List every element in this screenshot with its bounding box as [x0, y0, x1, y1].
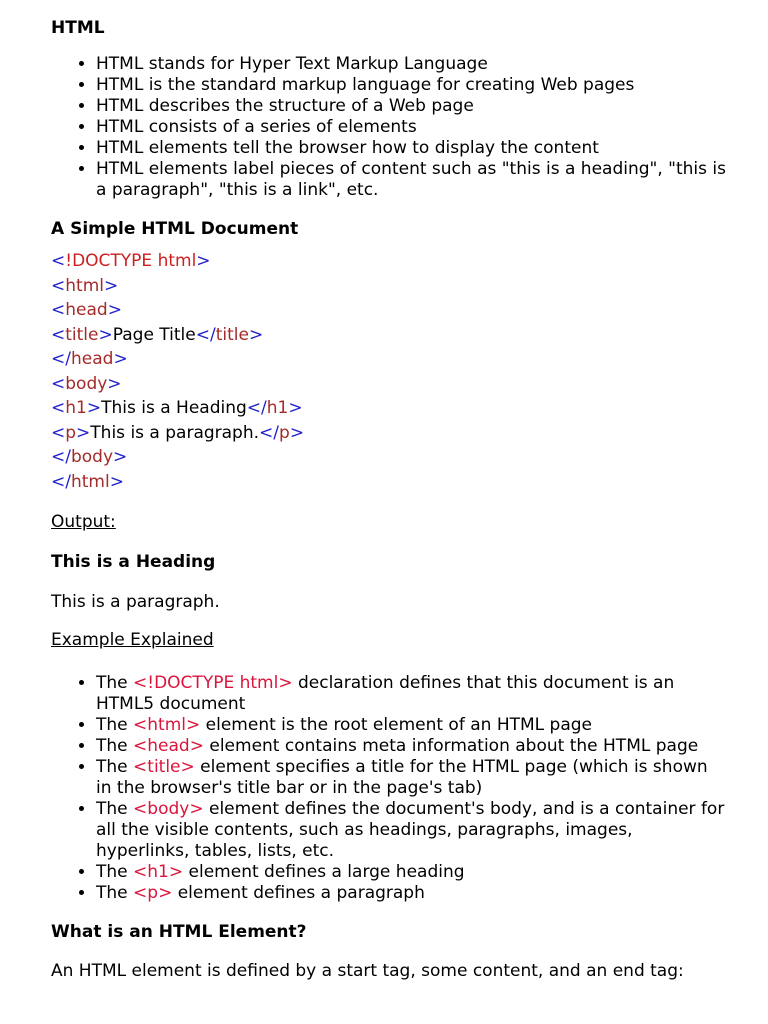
- example-explained-label: Example Explained: [51, 630, 214, 650]
- heading-simple-document: A Simple HTML Document: [51, 219, 299, 239]
- heading-html: HTML: [51, 18, 105, 38]
- list-item: • HTML elements tell the browser how to display the content: [96, 138, 728, 159]
- list-item: • The <title> element specifies a title for the HTML page (which is shown in the browser's title bar or in the page's tab): [96, 757, 728, 799]
- list-item: • The <body> element defines the document's body, and is a container for all the visible contents, such as headings, paragraphs, images, hyperlinks, tables, lists, etc.: [96, 799, 728, 862]
- code-example: [51, 249, 728, 494]
- tag-head: <head>: [133, 736, 204, 756]
- list-item: • HTML stands for Hyper Text Markup Language: [96, 54, 728, 75]
- intro-list: [51, 54, 728, 201]
- code-line-title: <title>Page Title</title>: [51, 324, 264, 345]
- list-item: • The <head> element contains meta information about the HTML page: [96, 736, 728, 757]
- list-item: • HTML is the standard markup language for creating Web pages: [96, 75, 728, 96]
- tag-p: <p>: [133, 883, 173, 903]
- tag-h1: <h1>: [133, 862, 184, 882]
- list-item: • HTML describes the structure of a Web page: [96, 96, 728, 117]
- heading-what-is-element: What is an HTML Element?: [51, 922, 307, 942]
- list-item: • The <html> element is the root element of an HTML page: [96, 715, 728, 736]
- code-line-body-close: </body>: [51, 447, 128, 467]
- code-line-h1: <h1>This is a Heading</h1>: [51, 398, 303, 418]
- code-line-head-close: </head>: [51, 349, 128, 369]
- list-item: • HTML elements label pieces of content such as "this is a heading", "this is a paragraph", "this is a link", etc.: [96, 159, 728, 201]
- output-paragraph: This is a paragraph.: [51, 592, 220, 612]
- code-line-doctype: <!DOCTYPE html>: [51, 251, 211, 271]
- list-item: • HTML consists of a series of elements: [96, 117, 728, 138]
- list-item: • The <h1> element defines a large heading: [96, 862, 728, 883]
- output-label: Output:: [51, 512, 116, 532]
- code-line-body-open: <body>: [51, 373, 122, 394]
- output-heading: This is a Heading: [51, 552, 216, 572]
- code-line-html-close: </html>: [51, 471, 124, 492]
- explained-list: [51, 673, 728, 904]
- code-line-p: <p>This is a paragraph.</p>: [51, 422, 305, 443]
- tag-doctype: <!DOCTYPE html>: [133, 673, 293, 693]
- list-item: • The <p> element defines a paragraph: [96, 883, 728, 904]
- tag-title: <title>: [133, 757, 195, 777]
- tag-body: <body>: [133, 799, 204, 819]
- element-definition: An HTML element is defined by a start tag, some content, and an end tag:: [51, 961, 684, 981]
- list-item: • The <!DOCTYPE html> declaration defines that this document is an HTML5 document: [96, 673, 728, 715]
- code-line-html-open: <html>: [51, 275, 119, 296]
- tag-html: <html>: [133, 715, 201, 735]
- code-line-head-open: <head>: [51, 300, 122, 320]
- code-doctype: !DOCTYPE html: [65, 251, 197, 271]
